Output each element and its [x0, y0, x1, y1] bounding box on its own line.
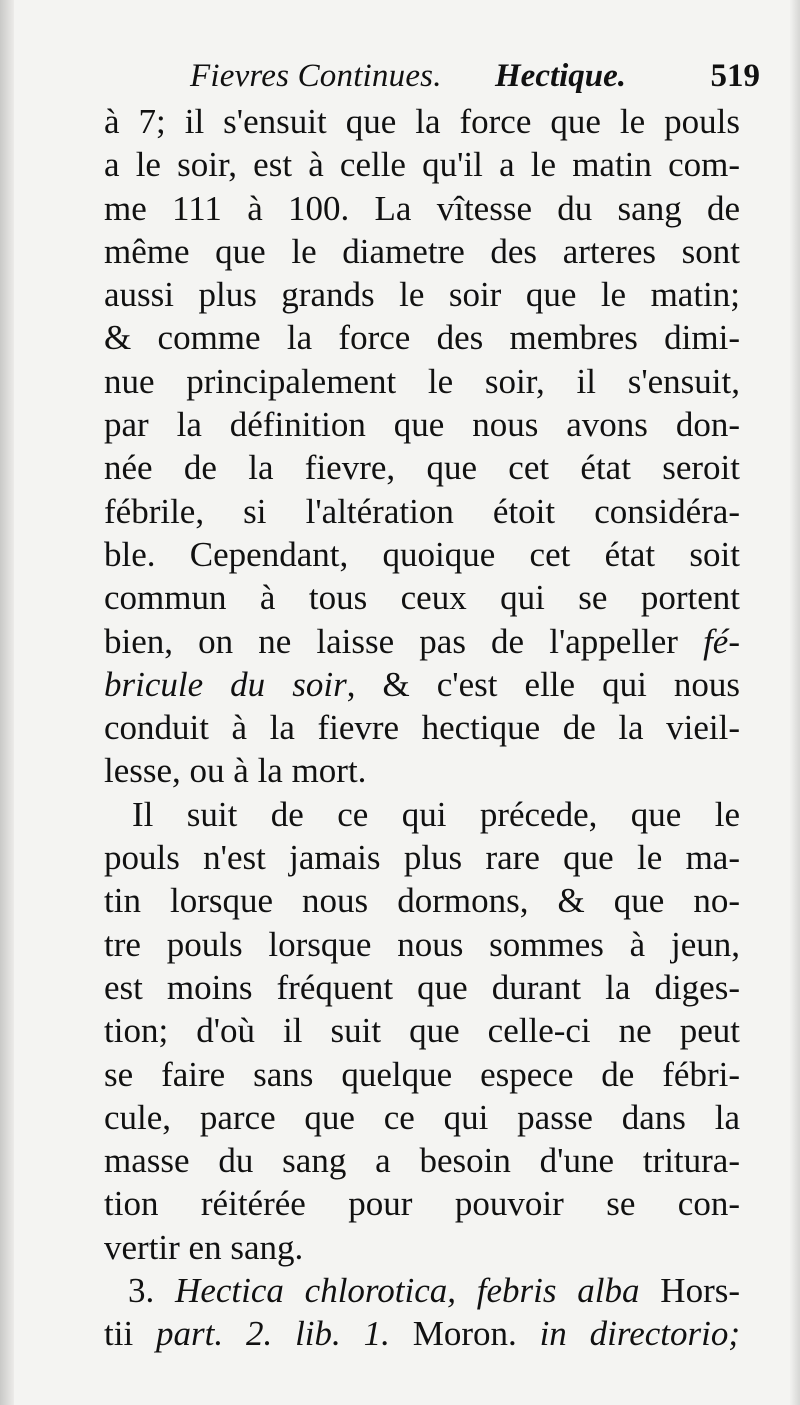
- italic-text-segment: Hectica chlorotica, febris alba: [175, 1271, 640, 1311]
- text-line: vertir en sang.: [104, 1227, 304, 1267]
- text-line: se faire sans quelque espece de fébri-: [104, 1054, 740, 1094]
- text-line: tion réitérée pour pouvoir se con-: [104, 1184, 740, 1224]
- text-line: nue principalement le soir, il s'ensuit,: [104, 361, 740, 401]
- text-segment: Moron.: [389, 1314, 540, 1354]
- body-text: [104, 100, 740, 1356]
- text-segment: , & c'est elle qui nous: [346, 664, 740, 704]
- text-line: [104, 663, 740, 706]
- text-line: a le soir, est à celle qu'il a le matin com-: [104, 145, 740, 185]
- text-line: cule, parce que ce qui passe dans la: [104, 1097, 740, 1137]
- text-line: lesse, ou à la mort.: [104, 751, 367, 791]
- text-line: fébrile, si l'altération étoit considéra-: [104, 491, 740, 531]
- text-line: me 111 à 100. La vîtesse du sang de: [104, 188, 740, 228]
- text-line: [104, 1312, 740, 1355]
- italic-text-segment: in directorio;: [539, 1314, 740, 1354]
- text-segment: bien, on ne laisse pas de l'appeller: [104, 621, 678, 661]
- text-line: à 7; il s'ensuit que la force que le pouls: [104, 102, 740, 141]
- text-segment: Hors-: [639, 1271, 740, 1311]
- text-line: tin lorsque nous dormons, & que no-: [104, 881, 740, 921]
- text-line: par la définition que nous avons don-: [104, 405, 740, 445]
- text-line: [104, 620, 740, 663]
- text-line: Il suit de ce qui précede, que le: [132, 794, 740, 834]
- italic-text-segment: part. 2. lib. 1.: [156, 1314, 390, 1354]
- running-head-title: Fievres Continues.: [190, 58, 442, 94]
- text-line: & comme la force des membres dimi-: [104, 318, 740, 358]
- text-line: commun à tous ceux qui se portent: [104, 578, 740, 618]
- text-segment: 3.: [128, 1271, 176, 1311]
- text-line: [104, 1269, 740, 1312]
- running-head-subtitle: Hectique.: [495, 58, 627, 94]
- page-number: 519: [710, 58, 760, 94]
- text-segment: tii: [104, 1314, 157, 1354]
- page-left-edge: [0, 0, 14, 1405]
- text-line: tion; d'où il suit que celle-ci ne peut: [104, 1011, 740, 1051]
- text-line: même que le diametre des arteres sont: [104, 231, 740, 271]
- text-line: ble. Cependant, quoique cet état soit: [104, 534, 740, 574]
- text-line: masse du sang a besoin d'une tritura-: [104, 1141, 740, 1181]
- text-line: née de la fievre, que cet état seroit: [104, 448, 740, 488]
- italic-text-segment: fé-: [703, 621, 740, 661]
- running-head: [190, 52, 760, 100]
- text-line: conduit à la fievre hectique de la vieil-: [104, 708, 740, 748]
- text-line: aussi plus grands le soir que le matin;: [104, 275, 740, 315]
- italic-text-segment: bricule du soir: [104, 664, 347, 704]
- text-line: tre pouls lorsque nous sommes à jeun,: [104, 924, 740, 964]
- text-line: est moins fréquent que durant la diges-: [104, 967, 740, 1007]
- page-right-edge: [790, 0, 800, 1405]
- text-line: pouls n'est jamais plus rare que le ma-: [104, 838, 740, 878]
